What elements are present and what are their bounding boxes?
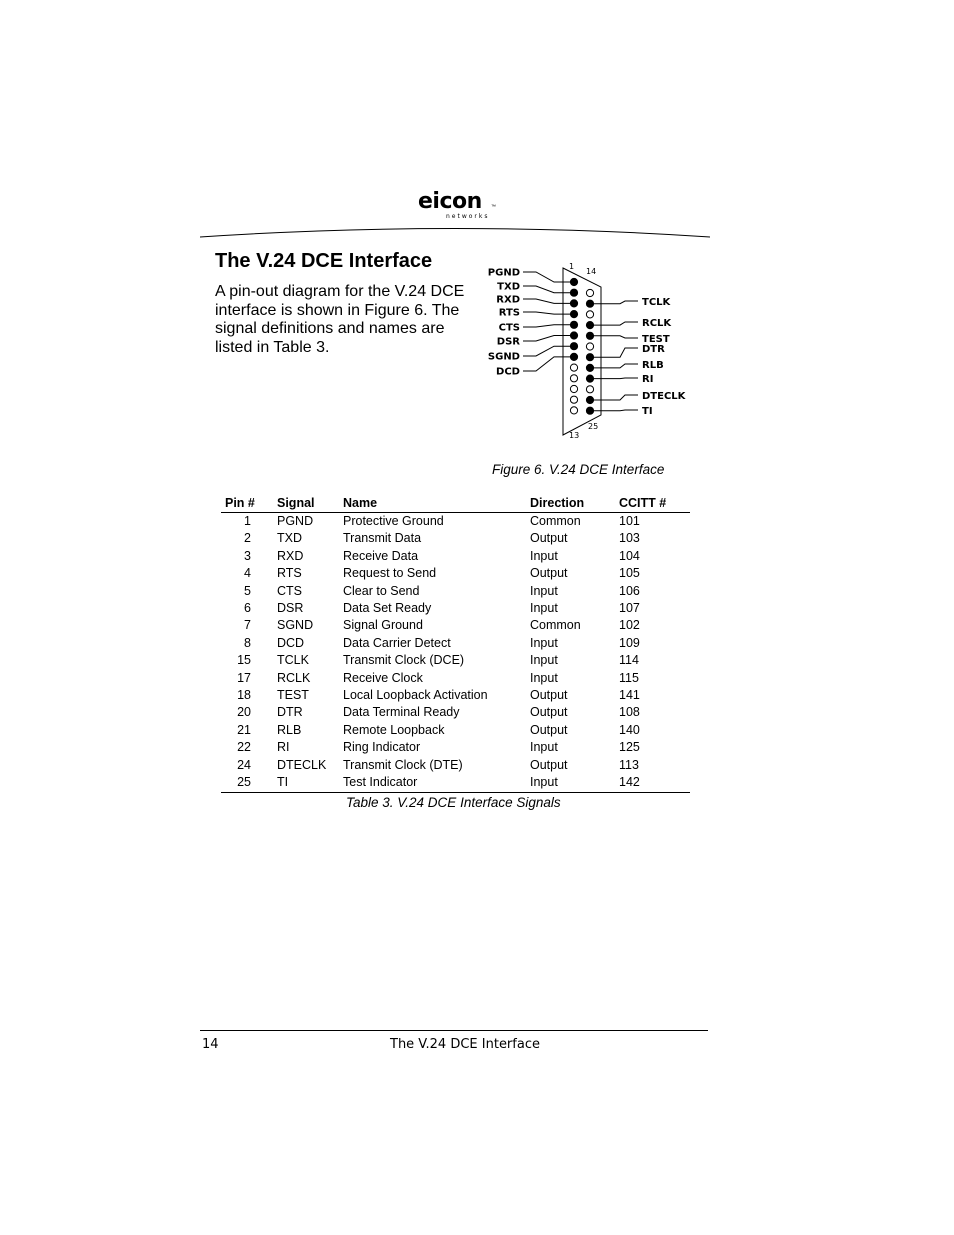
name-cell: Clear to Send bbox=[343, 583, 420, 598]
signal-cell: DSR bbox=[277, 601, 304, 616]
section-title: The V.24 DCE Interface bbox=[215, 250, 433, 272]
signal-lead-line bbox=[523, 357, 574, 371]
direction-cell: Input bbox=[530, 635, 558, 650]
connector-pin bbox=[586, 289, 593, 296]
signal-table bbox=[221, 494, 690, 793]
ccitt-cell: 102 bbox=[619, 618, 640, 633]
ccitt-cell: 142 bbox=[619, 774, 690, 792]
right-pin-label: TCLK bbox=[642, 297, 671, 308]
name-cell: Protective Ground bbox=[343, 514, 444, 528]
pin-number-cell: 7 bbox=[244, 618, 251, 633]
signal-lead-line bbox=[523, 286, 574, 293]
pin-number-cell: 24 bbox=[237, 757, 251, 772]
pin-number-cell: 1 bbox=[244, 514, 251, 528]
direction-cell: Input bbox=[530, 653, 558, 668]
logo-subtitle: networks bbox=[446, 213, 490, 220]
right-pin-label: DTR bbox=[642, 344, 665, 355]
signal-cell: RLB bbox=[277, 722, 302, 737]
left-pin-label: CTS bbox=[498, 322, 520, 334]
header-rule bbox=[200, 222, 710, 242]
ccitt-cell: 125 bbox=[619, 740, 640, 755]
ccitt-cell: 103 bbox=[619, 531, 640, 546]
signal-lead-line bbox=[590, 364, 638, 368]
signal-lead-line bbox=[523, 346, 574, 356]
ccitt-cell: 105 bbox=[619, 566, 640, 581]
table-body bbox=[221, 513, 690, 793]
signal-cell: DTR bbox=[277, 705, 303, 720]
right-pin-label: DTECLK bbox=[642, 391, 686, 402]
name-cell: Receive Clock bbox=[343, 670, 423, 685]
left-pin-label: SGND bbox=[487, 351, 520, 363]
signal-cell: PGND bbox=[277, 514, 314, 528]
direction-cell: Input bbox=[530, 583, 558, 598]
ccitt-cell: 113 bbox=[619, 757, 639, 772]
name-cell: Data Set Ready bbox=[343, 601, 432, 616]
table-row bbox=[221, 757, 690, 774]
connector-pin bbox=[586, 311, 593, 318]
left-pin-label: RXD bbox=[496, 294, 520, 306]
ccitt-cell: 140 bbox=[619, 722, 640, 737]
table-caption: Table 3. V.24 DCE Interface Signals bbox=[346, 795, 561, 810]
table-row bbox=[221, 513, 690, 531]
pin-number-cell: 4 bbox=[244, 566, 251, 581]
ccitt-cell: 114 bbox=[619, 653, 639, 668]
name-cell: Data Terminal Ready bbox=[343, 705, 460, 720]
table-row bbox=[221, 548, 690, 565]
signal-cell: RI bbox=[277, 740, 290, 755]
signal-cell: CTS bbox=[277, 583, 302, 598]
direction-cell: Output bbox=[530, 566, 568, 581]
left-pin-label: DSR bbox=[496, 336, 520, 348]
column-header-direction: Direction bbox=[530, 494, 619, 513]
signal-lead-line bbox=[590, 322, 638, 325]
ccitt-cell: 104 bbox=[619, 548, 640, 563]
ccitt-cell: 106 bbox=[619, 583, 640, 598]
name-cell: Transmit Clock (DCE) bbox=[343, 653, 465, 668]
pin-number-cell: 18 bbox=[237, 688, 251, 703]
right-pin-label: RI bbox=[642, 374, 654, 385]
signal-lead-line bbox=[523, 312, 574, 314]
direction-cell: Common bbox=[530, 618, 581, 633]
pin-number-cell: 17 bbox=[237, 670, 251, 685]
table-row bbox=[221, 635, 690, 652]
footer-rule bbox=[200, 1030, 708, 1031]
running-footer-title: The V.24 DCE Interface bbox=[390, 1037, 540, 1052]
figure-caption: Figure 6. V.24 DCE Interface bbox=[492, 462, 665, 477]
pin-number-cell: 20 bbox=[237, 705, 251, 720]
connector-pin bbox=[570, 364, 577, 371]
signal-lead-line bbox=[590, 301, 638, 304]
pin-number-13: 13 bbox=[569, 431, 580, 440]
signal-lead-line bbox=[523, 272, 574, 282]
table-row bbox=[221, 704, 690, 721]
logo-trademark: ™ bbox=[491, 204, 496, 210]
column-header-pin: Pin # bbox=[221, 494, 277, 513]
ccitt-cell: 115 bbox=[619, 670, 639, 685]
connector-pin bbox=[570, 407, 577, 414]
left-pin-label: DCD bbox=[496, 366, 520, 378]
name-cell: Transmit Data bbox=[343, 531, 422, 546]
table-row bbox=[221, 565, 690, 582]
connector-pin bbox=[586, 343, 593, 350]
pin-number-cell: 5 bbox=[244, 583, 251, 598]
right-pin-label: TEST bbox=[642, 334, 670, 345]
pin-number-cell: 2 bbox=[244, 531, 251, 546]
signal-cell: TEST bbox=[277, 688, 309, 703]
pin-number-cell: 3 bbox=[244, 548, 251, 563]
pin-number-14: 14 bbox=[586, 267, 597, 276]
table-row bbox=[221, 583, 690, 600]
direction-cell: Common bbox=[530, 514, 581, 528]
pin-number-cell: 22 bbox=[237, 740, 251, 755]
signal-lead-line bbox=[523, 299, 574, 303]
ccitt-cell: 107 bbox=[619, 601, 640, 616]
table-row bbox=[221, 617, 690, 634]
table-row bbox=[221, 722, 690, 739]
connector-pin bbox=[586, 386, 593, 393]
signal-cell: RXD bbox=[277, 548, 304, 563]
direction-cell: Output bbox=[530, 757, 568, 772]
pin-number-1: 1 bbox=[569, 262, 575, 271]
signal-cell: RCLK bbox=[277, 670, 311, 685]
column-header-name: Name bbox=[343, 494, 530, 513]
direction-cell: Input bbox=[530, 774, 619, 792]
left-pin-label: RTS bbox=[498, 307, 520, 319]
ccitt-cell: 109 bbox=[619, 635, 640, 650]
ccitt-cell: 141 bbox=[619, 688, 640, 703]
table-row bbox=[221, 774, 690, 792]
signal-cell: TXD bbox=[277, 531, 302, 546]
signal-cell: TI bbox=[277, 774, 343, 792]
table-row bbox=[221, 670, 690, 687]
table-row bbox=[221, 739, 690, 756]
signal-lead-line bbox=[590, 395, 638, 400]
name-cell: Test Indicator bbox=[343, 774, 530, 792]
name-cell: Transmit Clock (DTE) bbox=[343, 757, 463, 772]
direction-cell: Input bbox=[530, 601, 558, 616]
column-header-signal: Signal bbox=[277, 494, 343, 513]
signal-lead-line bbox=[590, 378, 638, 379]
pin-number-25: 25 bbox=[588, 422, 599, 431]
ccitt-cell: 108 bbox=[619, 705, 640, 720]
signal-cell: SGND bbox=[277, 618, 314, 633]
table-row bbox=[221, 530, 690, 547]
right-signal-leads bbox=[590, 297, 687, 417]
direction-cell: Input bbox=[530, 670, 558, 685]
name-cell: Signal Ground bbox=[343, 618, 423, 633]
db25-pinout-diagram bbox=[470, 255, 710, 450]
intro-paragraph: A pin-out diagram for the V.24 DCE interface is shown in Figure 6. The signal definitions and names are listed in Table 3. bbox=[215, 283, 465, 356]
name-cell: Data Carrier Detect bbox=[343, 635, 451, 650]
signal-cell: DTECLK bbox=[277, 757, 327, 772]
signal-lead-line bbox=[590, 348, 638, 357]
direction-cell: Input bbox=[530, 548, 558, 563]
direction-cell: Output bbox=[530, 531, 568, 546]
signal-lead-line bbox=[523, 325, 574, 327]
connector-pin bbox=[570, 396, 577, 403]
name-cell: Local Loopback Activation bbox=[343, 688, 488, 703]
name-cell: Receive Data bbox=[343, 548, 419, 563]
pin-number-cell: 15 bbox=[237, 653, 251, 668]
signal-cell: TCLK bbox=[277, 653, 309, 668]
signal-cell: DCD bbox=[277, 635, 305, 650]
page-number: 14 bbox=[202, 1037, 219, 1052]
right-pin-label: RCLK bbox=[642, 318, 672, 329]
table-row bbox=[221, 687, 690, 704]
pin-number-cell: 8 bbox=[244, 635, 251, 650]
signal-lead-line bbox=[590, 336, 638, 338]
direction-cell: Input bbox=[530, 740, 558, 755]
signal-cell: RTS bbox=[277, 566, 302, 581]
connector-pin bbox=[570, 385, 577, 392]
name-cell: Ring Indicator bbox=[343, 740, 421, 755]
eicon-logo bbox=[418, 189, 498, 221]
right-pin-label: TI bbox=[642, 406, 653, 417]
table-header-row bbox=[221, 494, 690, 513]
pin-number-cell: 6 bbox=[244, 601, 251, 616]
pin-number-cell: 21 bbox=[237, 722, 251, 737]
signal-lead-line bbox=[590, 410, 638, 411]
right-pin-label: RLB bbox=[642, 360, 664, 371]
name-cell: Remote Loopback bbox=[343, 722, 445, 737]
connector-pin bbox=[570, 375, 577, 382]
name-cell: Request to Send bbox=[343, 566, 437, 581]
direction-cell: Output bbox=[530, 722, 568, 737]
direction-cell: Output bbox=[530, 688, 568, 703]
left-pin-label: TXD bbox=[497, 281, 520, 293]
left-pin-label: PGND bbox=[487, 267, 520, 279]
logo-wordmark: eicon bbox=[418, 189, 482, 214]
column-header-ccitt: CCITT # bbox=[619, 494, 690, 513]
pin-number-cell: 25 bbox=[221, 774, 277, 792]
table-row bbox=[221, 600, 690, 617]
direction-cell: Output bbox=[530, 705, 568, 720]
left-signal-leads bbox=[488, 268, 574, 378]
ccitt-cell: 101 bbox=[619, 514, 640, 528]
table-row bbox=[221, 652, 690, 669]
signal-lead-line bbox=[523, 336, 574, 342]
